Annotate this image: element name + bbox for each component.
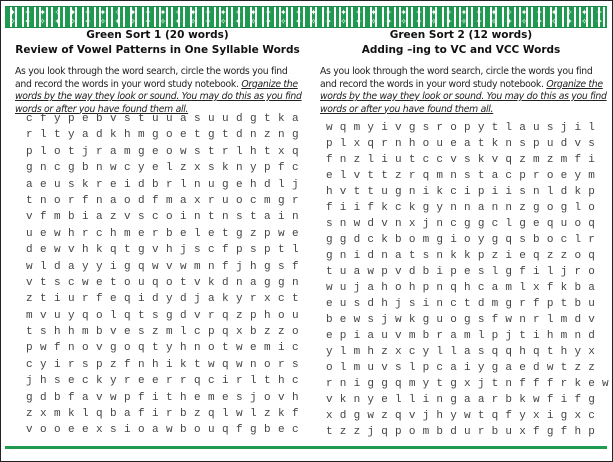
star-icon: ✧ <box>385 8 393 17</box>
star-icon: ✦ <box>355 17 362 26</box>
star-icon: ✧ <box>550 17 558 26</box>
grid-row: b e w s j w k g u o g s f w n r l m d v <box>326 314 596 326</box>
star-icon: ✦ <box>9 8 16 17</box>
star-icon: ✦ <box>475 17 483 26</box>
grid-row: d e w v h k q t g v h j s c f p s p t l <box>26 244 300 257</box>
star-pattern-icon <box>5 8 607 26</box>
grid-row: v t s c w e t o u q o t v k d n a g g n <box>26 276 300 289</box>
star-icon: ✧ <box>144 8 152 17</box>
star-icon: ✧ <box>325 8 332 17</box>
star-icon: ✧ <box>39 17 46 26</box>
star-row <box>5 8 607 17</box>
grid-row: z t i u r f e q i d y d j a k y r x c t <box>26 293 300 306</box>
instructions-emphasis: Organize the words by the way they look or sound. You may do this as you find words or after you have found them all. <box>15 78 302 115</box>
star-icon: ✧ <box>84 8 92 17</box>
sort-1-instructions <box>10 66 305 116</box>
star-icon: ✧ <box>565 8 573 17</box>
sort-1-title: Green Sort 1 (20 words) <box>86 29 229 41</box>
star-icon: ✦ <box>430 8 438 17</box>
word-search-grid-1 <box>26 111 299 439</box>
star-icon: ✧ <box>24 8 31 17</box>
star-icon: ✦ <box>219 8 227 17</box>
star-icon: ✧ <box>355 8 362 17</box>
grid-row: j h s e c k y r e e r r q c i r l t h c <box>26 375 300 388</box>
star-icon: ✦ <box>189 8 197 17</box>
star-icon: ✧ <box>415 8 423 17</box>
decorative-star-border <box>5 6 607 28</box>
star-icon: ✦ <box>159 8 167 17</box>
grid-row: g d b f a v w p f i t h e m e s j o v h <box>26 391 300 404</box>
star-icon: ✦ <box>234 17 242 26</box>
grid-row: o l m u v s l p c a i y g a e d w t z z <box>326 362 596 374</box>
star-icon: ✧ <box>340 17 347 26</box>
grid-row: f i i f k c k g y n n a n n z g o g l o <box>326 202 596 214</box>
star-icon: ✧ <box>520 17 528 26</box>
sort-1-subtitle: Review of Vowel Patterns in One Syllable Words <box>15 44 300 56</box>
star-icon: ✧ <box>400 17 408 26</box>
star-icon: ✧ <box>99 17 107 26</box>
star-icon: ✦ <box>129 8 137 17</box>
star-icon: ✧ <box>159 17 167 26</box>
star-icon: ✧ <box>54 8 62 17</box>
star-icon: ✦ <box>460 8 468 17</box>
grid-row: c y i r s p z f n h i k t w q w n o r s <box>26 358 300 371</box>
grid-row: h v t t u g n i k c i p i i s n l d k p <box>326 186 596 198</box>
star-icon: ✦ <box>84 17 92 26</box>
bottom-border-line <box>5 446 607 449</box>
star-icon: ✧ <box>535 8 543 17</box>
star-icon: ✦ <box>445 17 453 26</box>
sort-2-title: Green Sort 2 (12 words) <box>389 29 533 41</box>
star-icon: ✦ <box>24 17 31 26</box>
star-icon: ✧ <box>174 8 182 17</box>
star-icon: ✧ <box>505 8 513 17</box>
grid-row: v f m b i a z v s c o i n t n s t a i n <box>26 211 300 224</box>
grid-row: s n w d v n x j n c g g c l g e q u o q <box>326 218 596 230</box>
grid-row: v o o e e x s i o a w b o u q f g b e c <box>26 424 300 437</box>
star-icon: ✧ <box>430 17 438 26</box>
star-icon: ✦ <box>385 17 393 26</box>
grid-row: t z z j q p o m b d u r b u x f g f h p <box>326 426 596 438</box>
grid-row: t s h h m b v e s z m l c p q x b z z o <box>26 326 300 339</box>
grid-row: u e w h r c h m e r b e l e t g z p w e <box>26 227 300 240</box>
grid-row: t n o r f n a o d f m a x r u o c m g r <box>26 194 300 207</box>
grid-row: v k n y e l l i n g a a r b k w f i f g <box>326 394 596 406</box>
instructions-text: As you look through the word search, circle the words you find and record the words in your word study notebook. <box>15 66 288 90</box>
grid-row: r n i g g q m y t g x j t n f f f r k e w <box>326 378 609 390</box>
grid-row: g g d c k b o m g i o y g q s b o c l r <box>326 234 596 246</box>
grid-row: p w f n o v g o q t y h n o t w e m i c <box>26 342 300 355</box>
star-icon: ✦ <box>400 8 408 17</box>
star-icon: ✦ <box>550 8 558 17</box>
instructions-text: As you look through the word search, circle the words you find and record the words in your word study notebook. <box>320 66 593 90</box>
grid-row: z x m k l q b a f i r b z q l w l z k f <box>26 408 300 421</box>
star-icon: ✧ <box>129 17 137 26</box>
star-icon: ✦ <box>520 8 528 17</box>
star-icon: ✦ <box>114 17 122 26</box>
sort-2-subtitle: Adding –ing to VC and VCC Words <box>361 44 561 56</box>
grid-row: e u s d h j s i n c t d m g r f p t b u <box>326 298 596 310</box>
star-icon: ✦ <box>325 17 332 26</box>
star-icon: ✧ <box>490 17 498 26</box>
grid-row: g n c g b n w c y e l z x s k n y p f c <box>26 162 300 175</box>
grid-row: c f y p e b v s t u u a s u u d g t k a <box>26 113 300 125</box>
star-icon: ✦ <box>249 8 257 17</box>
star-icon: ✦ <box>144 17 152 26</box>
star-icon: ✦ <box>565 17 573 26</box>
grid-row: g n i d n a t s n k k p z i e q z z o q <box>326 250 596 262</box>
grid-row: p l o t j r a m g e o w s t r l h t x q <box>26 145 300 158</box>
grid-row: y l m h z x c y l l a s q q h q t h y x <box>326 346 596 358</box>
star-icon: ✧ <box>475 8 483 17</box>
star-icon: ✦ <box>310 8 317 17</box>
word-search-grid-2 <box>326 120 609 440</box>
grid-row: e p i a u v m b r a m l p j t i h m n d <box>326 330 596 342</box>
grid-row: w l d a y y i g q w v w m n f j h g s f <box>26 260 300 273</box>
star-icon: ✦ <box>370 8 377 17</box>
grid-row: m v u y q o l q t s g d v r q z p h o u <box>26 309 300 322</box>
star-icon: ✧ <box>204 8 212 17</box>
star-icon: ✦ <box>505 17 513 26</box>
star-icon: ✦ <box>295 17 302 26</box>
grid-row: a e u s k r e i d b r l n u g e h d l j <box>26 178 300 191</box>
star-icon: ✧ <box>189 17 197 26</box>
grid-row: x d g w z q v j h y w t q f y x i g x c <box>326 410 596 422</box>
sort-1-section <box>10 28 305 116</box>
grid-row: t u a w p v d b i p e s l g f i l j r o <box>326 266 596 278</box>
star-row <box>5 17 607 26</box>
star-icon: ✧ <box>249 17 257 26</box>
grid-row: p l x q r n h o u e a t k n s p u d v s <box>326 138 596 150</box>
star-icon: ✦ <box>174 17 182 26</box>
star-icon: ✧ <box>69 17 77 26</box>
star-icon: ✧ <box>370 17 377 26</box>
star-icon: ✧ <box>234 8 242 17</box>
grid-row: e l v t t z r q m n s t a c p r o e y m <box>326 170 596 182</box>
star-icon: ✧ <box>310 17 317 26</box>
star-icon: ✧ <box>264 8 272 17</box>
grid-row: w q m y i v g s r o p y t l a u s j i l <box>326 122 596 134</box>
star-icon: ✦ <box>340 8 347 17</box>
star-icon: ✧ <box>295 8 302 17</box>
star-icon: ✧ <box>114 8 122 17</box>
grid-row: r l t y a d k h m g o e t g t d n z n g <box>26 129 300 142</box>
star-icon: ✧ <box>460 17 468 26</box>
star-icon: ✦ <box>280 8 287 17</box>
sort-2-instructions <box>315 66 607 116</box>
star-icon: ✧ <box>445 8 453 17</box>
star-icon: ✧ <box>219 17 227 26</box>
grid-row: w u j a h o h p n q h c a m l x f k b a <box>326 282 596 294</box>
sort-2-section <box>315 28 607 116</box>
star-icon: ✦ <box>39 8 46 17</box>
star-icon: ✧ <box>580 17 588 26</box>
star-icon: ✦ <box>490 8 498 17</box>
star-icon: ✦ <box>264 17 272 26</box>
star-icon: ✧ <box>596 8 603 17</box>
star-icon: ✦ <box>596 17 603 26</box>
star-icon: ✦ <box>69 8 77 17</box>
instructions-emphasis: Organize the words by the way they look or sound. You may do this as you find words or after you have found them all. <box>320 78 607 115</box>
star-icon: ✦ <box>415 17 423 26</box>
star-icon: ✧ <box>280 17 287 26</box>
star-icon: ✦ <box>204 17 212 26</box>
star-icon: ✦ <box>580 8 588 17</box>
star-icon: ✦ <box>99 8 107 17</box>
star-icon: ✦ <box>54 17 62 26</box>
grid-row: f n z l i u t c c v s k v q z m z m f i <box>326 154 596 166</box>
star-icon: ✧ <box>9 17 16 26</box>
star-icon: ✦ <box>535 17 543 26</box>
